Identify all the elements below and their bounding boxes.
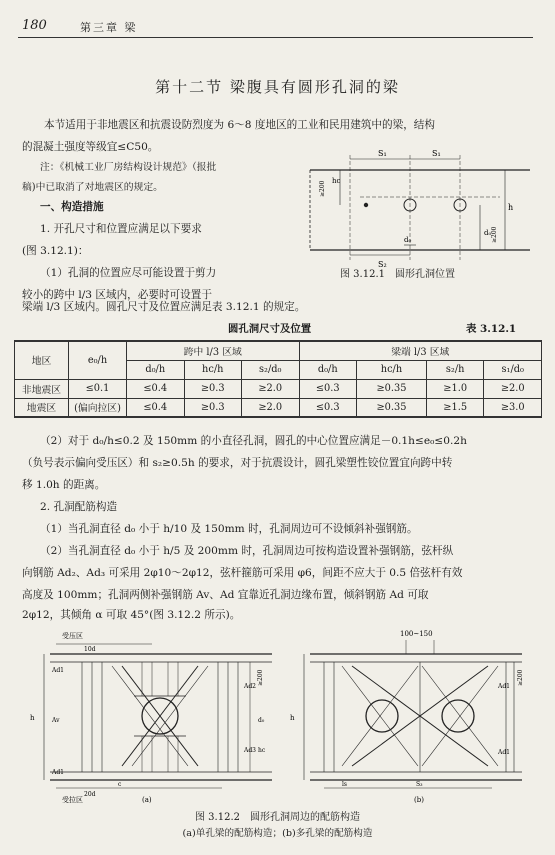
fig2-label-ge200-a: ≥200 bbox=[257, 669, 264, 686]
subheader-cell: s₂/h bbox=[426, 360, 484, 379]
fig1-label-h: h bbox=[508, 203, 514, 212]
figure-a-single-hole bbox=[30, 631, 272, 804]
fig2-label-Ad3: Ad3 bbox=[244, 747, 256, 754]
figure-3-12-2-subcaption: (a)单孔梁的配筋构造；(b)多孔梁的配筋构造 bbox=[182, 828, 373, 839]
table-cell: ≥2.0 bbox=[484, 379, 542, 398]
fig2-label-a: (a) bbox=[142, 796, 152, 804]
table-cell: ≥1.0 bbox=[426, 379, 484, 398]
page-number: 180 bbox=[22, 18, 47, 33]
header-e0h: e₀/h bbox=[69, 341, 127, 379]
table-cell: ≥0.3 bbox=[184, 398, 242, 417]
subheader-cell: hc/h bbox=[357, 360, 427, 379]
fig2-label-Ad1-b2: Ad1 bbox=[498, 683, 510, 690]
fig2-label-Ad1-a: Ad1 bbox=[52, 667, 64, 674]
fig2-label-ls: ls bbox=[342, 781, 347, 788]
table-cell: ≤0.3 bbox=[299, 379, 357, 398]
item2-heading: 2. 孔洞配筋构造 bbox=[40, 501, 118, 513]
table-cell: ≥2.0 bbox=[242, 398, 300, 417]
para4-line-3: 高度及 100mm；孔洞两侧补强钢筋 Av、Ad 宜靠近孔洞边缘布置，倾斜钢筋 Ad 可取 bbox=[22, 589, 429, 601]
para1-line-2: 较小的跨中 l/3 区域内，必要时可设置于 bbox=[22, 289, 212, 301]
para3: （1）当孔洞直径 d₀ 小于 h/10 及 150mm 时，孔洞周边可不设倾斜补强钢筋。 bbox=[40, 523, 418, 535]
fig1-label-ge200a: ≥200 bbox=[319, 180, 326, 197]
fig2-tension-zone-label: 受拉区 bbox=[62, 796, 83, 804]
intro-line-2: 的混凝土强度等级宜≤C50。 bbox=[22, 141, 159, 153]
intro-line-1: 本节适用于非地震区和抗震设防烈度为 6～8 度地区的工业和民用建筑中的梁，结构 bbox=[44, 119, 435, 131]
subheader-cell: s₁/d₀ bbox=[484, 360, 542, 379]
fig2-label-b: (b) bbox=[414, 796, 424, 804]
cell-e0h: ≤0.1 bbox=[69, 379, 127, 398]
fig1-label-ge200b: ≥200 bbox=[491, 226, 498, 243]
header-mid: 跨中 l/3 区域 bbox=[127, 341, 300, 360]
table-cell: ≥0.3 bbox=[184, 379, 242, 398]
subheader-cell: hc/h bbox=[184, 360, 242, 379]
para1-line-1: （1）孔洞的位置应尽可能设置于剪力 bbox=[40, 267, 217, 279]
fig1-label-s1b: S₁ bbox=[432, 149, 441, 158]
figure-b-multi-hole bbox=[290, 630, 524, 804]
subheader-cell: d₀/h bbox=[127, 360, 185, 379]
table-cell: ≥3.0 bbox=[484, 398, 542, 417]
header-region: 地区 bbox=[15, 341, 69, 379]
cell-region: 地震区 bbox=[15, 398, 69, 417]
fig2-compression-zone-label: 受压区 bbox=[62, 632, 83, 640]
para2-line-2: （负号表示偏向受压区）和 s₂≥0.5h 的要求，对于抗震设计，圆孔梁塑性铰位置宜向跨中转 bbox=[22, 457, 453, 469]
running-header bbox=[18, 14, 533, 38]
intro-paragraph bbox=[22, 114, 537, 136]
cell-region: 非地震区 bbox=[15, 379, 69, 398]
header-end: 梁端 l/3 区域 bbox=[299, 341, 542, 360]
hole-size-table bbox=[14, 340, 542, 418]
chapter-title: 第三章 梁 bbox=[80, 21, 138, 34]
fig2-label-c-a: c bbox=[118, 781, 122, 788]
fig2-label-s3: S₃ bbox=[416, 781, 423, 788]
fig2-label-d0: d₀ bbox=[258, 717, 265, 724]
figure-3-12-1 bbox=[300, 140, 535, 280]
note-line-1: 注：《机械工业厂房结构设计规范》（报批 bbox=[40, 162, 217, 173]
fig2-label-20d: 20d bbox=[84, 791, 96, 798]
para4-line-1: （2）当孔洞直径 d₀ 小于 h/5 及 200mm 时，孔洞周边可按构造设置补强钢筋，弦杆纵 bbox=[40, 545, 454, 557]
fig1-label-s2: S₂ bbox=[378, 260, 387, 269]
fig1-label-d0: d₀ bbox=[404, 236, 412, 244]
fig2-label-Ad1-b3: Ad1 bbox=[498, 749, 510, 756]
figure-3-12-2-caption: 图 3.12.2 圆形孔洞周边的配筋构造 bbox=[195, 812, 360, 823]
table-cell: ≥0.35 bbox=[357, 379, 427, 398]
para1-line-3: 梁端 l/3 区域内。圆孔尺寸及位置应满足表 3.12.1 的规定。 bbox=[22, 301, 306, 313]
fig2-label-h-a: h bbox=[30, 714, 35, 722]
table-cell: ≥0.35 bbox=[357, 398, 427, 417]
item1-line-2: (图 3.12.1)： bbox=[22, 245, 89, 257]
figure-3-12-2 bbox=[22, 626, 532, 804]
fig2-label-10d: 10d bbox=[84, 646, 96, 653]
table-row bbox=[15, 398, 542, 417]
table-cell: ≤0.3 bbox=[299, 398, 357, 417]
fig2-label-ge200-b: ≥200 bbox=[517, 669, 524, 686]
note-line-2: 稿)中已取消了对地震区的规定。 bbox=[22, 182, 163, 193]
para2-line-3: 移 1.0h 的距离。 bbox=[22, 479, 106, 491]
item1-line-1: 1. 开孔尺寸和位置应满足以下要求 bbox=[40, 223, 202, 235]
fig1-label-d0v: d₀ bbox=[484, 229, 492, 237]
fig2-label-hc: hc bbox=[258, 747, 266, 754]
table-row bbox=[15, 379, 542, 398]
subheader-cell: d₀/h bbox=[299, 360, 357, 379]
table-cell: ≤0.4 bbox=[127, 398, 185, 417]
table-number: 表 3.12.1 bbox=[466, 323, 517, 335]
table-cell: ≤0.4 bbox=[127, 379, 185, 398]
table-header-row bbox=[15, 341, 542, 360]
subheader-cell: s₂/d₀ bbox=[242, 360, 300, 379]
para4-line-2: 向钢筋 Ad₂、Ad₃ 可采用 2φ10～2φ12，弦杆箍筋可采用 φ6，间距不应大于 0.5 倍弦杆有效 bbox=[22, 567, 463, 579]
fig2-label-h-b: h bbox=[290, 714, 295, 722]
para4-line-4: 2φ12，其倾角 α 可取 45°(图 3.12.2 所示)。 bbox=[22, 609, 241, 621]
heading-construction-measures: 一、构造措施 bbox=[40, 201, 104, 213]
table-cell: ≥1.5 bbox=[426, 398, 484, 417]
table-cell: ≥2.0 bbox=[242, 379, 300, 398]
table-title: 圆孔洞尺寸及位置 bbox=[228, 323, 312, 335]
figure-3-12-1-caption: 图 3.12.1 圆形孔洞位置 bbox=[340, 269, 455, 280]
section-title: 第十二节 梁腹具有圆形孔洞的梁 bbox=[155, 78, 400, 96]
para2-line-1: （2）对于 d₀/h≤0.2 及 150mm 的小直径孔洞，圆孔的中心位置应满足－0.1h≤e₀≤0.2h bbox=[40, 435, 467, 447]
fig2-label-Ad2: Ad2 bbox=[244, 683, 256, 690]
fig2-label-Av: Av bbox=[52, 717, 60, 724]
fig1-label-hc: hc bbox=[332, 177, 341, 185]
fig2-label-spacing: 100~150 bbox=[400, 630, 433, 638]
cell-e0h: (偏向拉区) bbox=[69, 398, 127, 417]
fig2-label-Ad1-b: Ad1 bbox=[52, 769, 64, 776]
fig1-label-s1a: S₁ bbox=[378, 149, 387, 158]
